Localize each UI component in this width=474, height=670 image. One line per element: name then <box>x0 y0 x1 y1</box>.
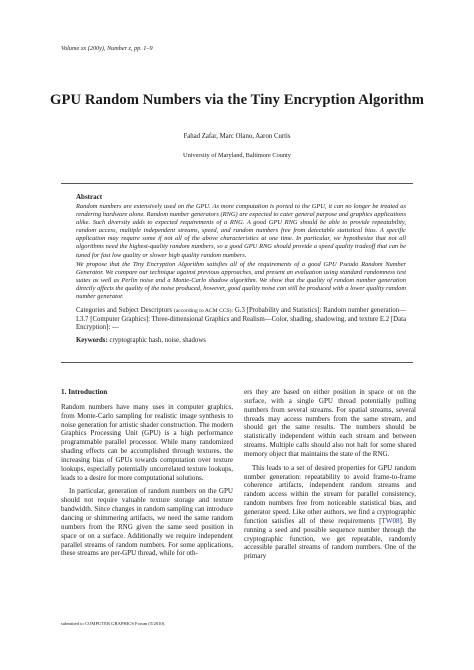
descriptors-lead: Categories and Subject Descriptors <box>76 307 173 315</box>
submission-footnote: submitted to COMPUTER GRAPHICS Forum (5/2010). <box>61 621 166 626</box>
left-column <box>61 388 233 558</box>
abstract-bottom-rule <box>61 362 413 363</box>
keywords <box>76 337 406 344</box>
author-list: Fahad Zafar, Marc Olano, Aaron Curtis <box>183 133 291 140</box>
descriptors-acm: (according to ACM CCS): <box>173 308 234 315</box>
right-column <box>244 388 416 561</box>
affiliation: University of Maryland, Baltimore County <box>183 152 291 159</box>
right-paragraph-2-text-b: ]. By running a seed and possible sequence number through the cryptographic function, we get repeatable, randomly accessible parallel streams of random numbers. One of the primary <box>244 516 416 561</box>
section-heading-introduction: 1. Introduction <box>61 388 108 396</box>
journal-header: Volume xx (200y), Number z, pp. 1–9 <box>61 45 153 52</box>
abstract-top-rule <box>61 183 413 184</box>
keywords-text: cryptographic hash, noise, shadows <box>109 337 206 345</box>
descriptors-text: G.3 [Probability and Statistics]: Random number generation— I.3.7 [Computer Graphics]: Three-dimensional Graphics and Realism—Color, shading, shadowing, and texture E.2 [Data Encryption]: — <box>76 307 406 331</box>
right-paragraph-2 <box>244 464 416 561</box>
right-paragraph-1: ers they are based on either position in space or on the surface, with a single GPU thread potentially pulling numbers from several streams. For spatial streams, several threads may access numbers from the same stream, and should get the same results. The numbers should be statistically independent within each stream and between streams. Multiple calls should also not halt for some shared memory object that maintains the state of the RNG. <box>244 388 416 458</box>
abstract-paragraph-2: We propose that the Tiny Encryption Algorithm satisfies all of the requirements of a good GPU Pseudo Random Number Generator. We compare our technique against previous approaches, and present an evaluation using standard randomness test suites as well as Perlin noise and a Monte-Carlo shadow algorithm. We show that the quality of random number generation directly affects the quality of the noise produced, however, good quality noise can still be produced with a lower quality random number generator. <box>76 260 406 301</box>
right-paragraph-2-text-a: This leads to a set of desired properties for GPU random number generation: repeatability to avoid frame-to-frame coherence artifacts, independent random streams and random access within the stream for parallel consistency, random numbers free from noticeable statistical bias, and generator speed. Like other authors, we find a cryptographic function satisfies all of these requirements [ <box>244 463 416 525</box>
keywords-label: Keywords: <box>76 337 108 345</box>
intro-paragraph-1: Random numbers have many uses in computer graphics, from Monte-Carlo sampling for realistic image synthesis to noise generation for artistic shader construction. The modern Graphics Processing Unit (GPU) is a high performance programmable parallel processor. While many randomized shading effects can be accomplished through textures, the increasing bias of GPUs towards computation over texture lookups, especially potentially uncorrelated texture lookups, leads to a desire for more computational solutions. <box>61 402 233 482</box>
intro-paragraph-2: In particular, generation of random numbers on the GPU should not require valuable texture storage and texture bandwidth. Since changes in random sampling can introduce dancing or shimmering artifacts, we need the same random numbers from the RNG given the same seed position in space or on a surface. Additionally we require independent parallel streams of random numbers. For some applications, these streams are per-GPU thread, while for oth- <box>61 487 233 558</box>
abstract-section <box>76 193 406 344</box>
subject-descriptors <box>76 307 406 332</box>
citation-link[interactable]: TW08 <box>381 516 400 525</box>
abstract-paragraph-1: Random numbers are extensively used on the GPU. As more computation is ported to the GPU, it can no longer be treated as rendering hardware alone. Random number generators (RNG) are expected to cater general purpose and graphics applications alike. Such diversity adds to expected requirements of a RNG. A good GPU RNG should be able to provide repeatability, random access, multiple independent streams, speed, and random numbers free from detectable statistical bias. A specific application may require some if not all of the above characteristics at one time. In particular, we hypothesize that not all algorithms need the highest-quality random numbers, so a good GPU RNG should provide a speed quality tradeoff that can be tuned for fast low quality or slower high quality random numbers. <box>76 203 406 259</box>
paper-title: GPU Random Numbers via the Tiny Encryption Algorithm <box>50 92 424 108</box>
abstract-heading: Abstract <box>76 193 103 201</box>
